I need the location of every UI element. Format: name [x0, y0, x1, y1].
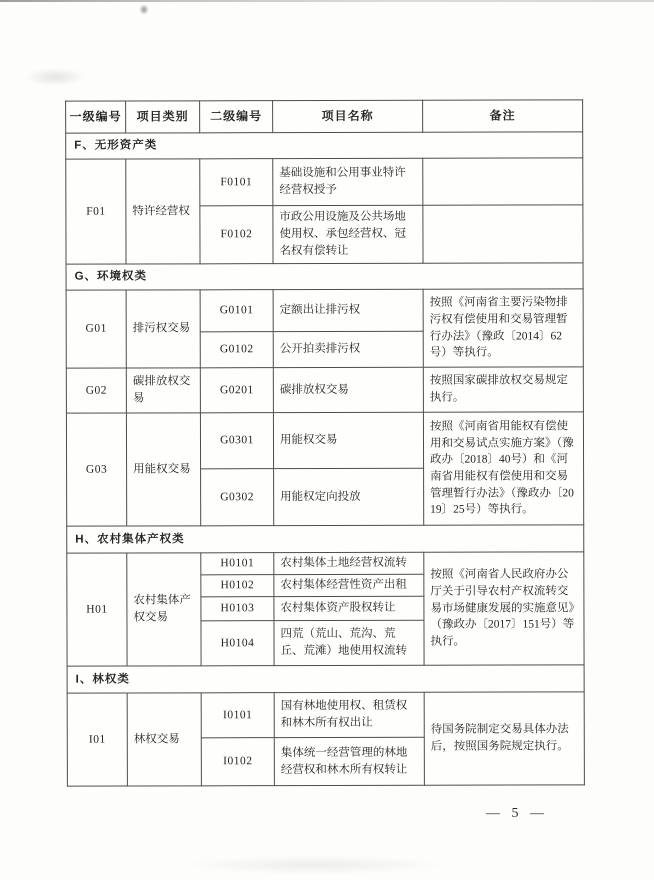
item-name-cell: 公开拍卖排污权 [273, 331, 423, 367]
item-name-cell: 碳排放权交易 [273, 367, 423, 412]
item-name-cell: 四荒（荒山、荒沟、荒丘、荒滩）地使用权流转 [274, 620, 424, 665]
level2-code-cell: H0103 [201, 597, 274, 621]
header-cell-level2-code: 二级编号 [200, 101, 273, 133]
item-name-cell: 基础设施和公用事业特许经营权授予 [273, 158, 423, 205]
level2-code-cell: G0301 [200, 413, 273, 469]
level2-code-cell: G0101 [200, 290, 273, 332]
level2-code-cell: G0102 [200, 332, 273, 368]
level2-code-cell: H0102 [201, 575, 274, 597]
item-name-cell: 农村集体经营性资产出租 [274, 574, 424, 596]
section-label-i: I、林权类 [67, 665, 584, 693]
classification-table [65, 99, 585, 786]
level1-code-cell: H01 [67, 553, 127, 666]
category-cell: 碳排放权交易 [126, 368, 200, 413]
item-name-cell: 用能权交易 [273, 412, 423, 468]
category-cell: 特许经营权 [126, 159, 200, 264]
table-row [67, 692, 584, 738]
table-row [66, 158, 583, 206]
remark-cell: 按照《河南省用能权有偿使用和交易试点实施方案》（豫政办〔2018〕40号）和《河南省用能权有偿使用和交易管理暂行办法》（豫政办〔2019〕25号）等执行。 [423, 412, 583, 525]
section-row-h [67, 525, 584, 553]
scan-edge-artifact [0, 0, 654, 2]
remark-cell: 按照国家碳排放权交易规定执行。 [423, 367, 583, 412]
section-row-i [67, 665, 584, 693]
header-cell-level1-code: 一级编号 [66, 101, 126, 133]
remark-cell [423, 205, 583, 263]
item-name-cell: 国有林地使用权、租赁权和林木所有权出让 [274, 692, 424, 737]
level2-code-cell: F0102 [200, 206, 273, 264]
level1-code-cell: G02 [66, 368, 126, 413]
item-name-cell: 集体统一经营管理的林地经营权和林木所有权转让 [274, 737, 424, 785]
item-name-cell: 定额出让排污权 [273, 289, 423, 331]
level2-code-cell: H0104 [201, 621, 274, 666]
section-row-g [66, 263, 583, 290]
scan-speck-artifact [139, 4, 149, 15]
table-row [66, 367, 583, 413]
category-cell: 农村集体产权交易 [127, 553, 201, 666]
header-cell-category: 项目类别 [126, 101, 200, 133]
level1-code-cell: I01 [67, 693, 127, 786]
level2-code-cell: G0302 [201, 469, 274, 526]
level2-code-cell: I0102 [201, 738, 274, 786]
section-label-g: G、环境权类 [66, 263, 583, 290]
item-name-cell: 农村集体土地经营权流转 [274, 552, 424, 574]
scan-smudge-artifact [25, 68, 85, 86]
section-row-f [66, 132, 583, 159]
remark-cell [423, 158, 583, 205]
category-cell: 林权交易 [127, 693, 201, 786]
page-number: — 5 — [486, 806, 548, 821]
item-name-cell: 用能权定向投放 [274, 468, 424, 525]
table-row [66, 289, 583, 332]
remark-cell: 按照《河南省人民政府办公厅关于引导农村产权流转交易市场健康发展的实施意见》（豫政办〔2017〕151号）等执行。 [424, 552, 584, 665]
table-header-row [66, 100, 583, 133]
table-row [67, 552, 584, 575]
level1-code-cell: G03 [66, 413, 126, 526]
table-row [66, 412, 583, 469]
level2-code-cell: I0101 [201, 693, 274, 738]
level2-code-cell: F0101 [200, 159, 273, 206]
category-cell: 用能权交易 [126, 413, 200, 526]
header-cell-remark: 备注 [423, 100, 583, 132]
scan-smudge-artifact [190, 856, 440, 874]
item-name-cell: 市政公用设施及公共场地使用权、承包经营权、冠名权有偿转让 [273, 205, 423, 263]
remark-cell: 按照《河南省主要污染物排污权有偿使用和交易管理暂行办法》（豫政〔2014〕62号）等执行。 [423, 289, 583, 367]
catalog-table-wrapper [65, 99, 585, 786]
level1-code-cell: F01 [66, 159, 126, 264]
section-label-h: H、农村集体产权类 [67, 525, 584, 553]
item-name-cell: 农村集体资产股权转让 [274, 596, 424, 620]
level1-code-cell: G01 [66, 290, 126, 368]
level2-code-cell: G0201 [200, 368, 273, 413]
header-cell-item-name: 项目名称 [273, 100, 423, 132]
category-cell: 排污权交易 [126, 290, 200, 368]
level2-code-cell: H0101 [201, 553, 274, 575]
section-label-f: F、无形资产类 [66, 132, 583, 159]
remark-cell: 待国务院制定交易具体办法后，按照国务院规定执行。 [424, 692, 584, 785]
